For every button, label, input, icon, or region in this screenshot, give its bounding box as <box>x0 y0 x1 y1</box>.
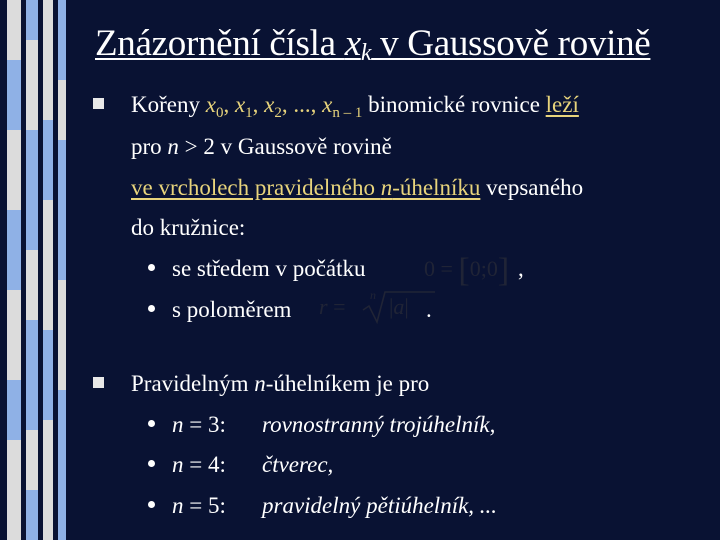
root-var: x <box>264 92 275 117</box>
sub-bullet-dot <box>148 264 155 271</box>
root-sub: n – 1 <box>332 105 363 121</box>
polygon-n-label: n = 3: <box>172 412 226 437</box>
sub1-end: , <box>518 256 524 281</box>
root-sub: 1 <box>245 105 253 121</box>
formula-radius: r = n |a| <box>319 294 345 320</box>
formula-origin: 0 = [0;0] <box>424 252 510 289</box>
polygon-shape-name: rovnostranný trojúhelník, <box>262 412 496 437</box>
bullet-square-1 <box>93 98 104 109</box>
sub1-text: se středem v počátku <box>172 256 366 281</box>
link-lezi[interactable]: leží <box>545 92 579 117</box>
title-var: x <box>344 23 361 64</box>
bullet2-intro: Pravidelným n-úhelníkem je pro <box>131 371 430 396</box>
sub2-end: . <box>426 297 432 322</box>
bullet-square-2 <box>93 377 104 388</box>
root-var: x <box>322 92 333 117</box>
sub-bullet-dot <box>148 420 155 427</box>
polygon-shape-name: pravidelný pětiúhelník, ... <box>262 493 498 518</box>
root-sub: 2 <box>274 105 282 121</box>
bullet1-line4: do kružnice: <box>131 215 246 240</box>
root-sub: 0 <box>215 105 224 121</box>
svg-text:n: n <box>370 288 376 302</box>
sub2-text: s poloměrem <box>172 297 292 322</box>
bullet1-line3: ve vrcholech pravidelného n-úhelníku vepsaného <box>131 175 584 200</box>
bullet1-line1: Kořeny $x_0$, $x_1$, $x_2$, ..., $x_{n - 1}$ binomické rovnice leží <box>131 92 579 121</box>
bullet1-line2: pro n > 2 v Gaussově rovině <box>131 134 392 159</box>
polygon-n-label: n = 4: <box>172 452 226 477</box>
slide-title: Znázornění čísla $x_k$ v Gaussově rovině <box>95 23 651 66</box>
sub-bullet-dot <box>148 460 155 467</box>
polygon-n-label: n = 5: <box>172 493 226 518</box>
sub-bullet-dot <box>148 501 155 508</box>
roots-list: $x_0$, $x_1$, $x_2$, ..., $x_{n - 1}$ <box>205 92 363 121</box>
link-vrcholy[interactable]: ve vrcholech pravidelného n-úhelníku <box>131 175 481 200</box>
root-var: x <box>234 92 246 117</box>
root-var: x <box>205 92 216 117</box>
polygon-shape-name: čtverec, <box>262 452 334 477</box>
decorative-stripes <box>0 0 75 540</box>
title-sub: k <box>360 40 372 66</box>
sub-bullet-dot <box>148 305 155 312</box>
